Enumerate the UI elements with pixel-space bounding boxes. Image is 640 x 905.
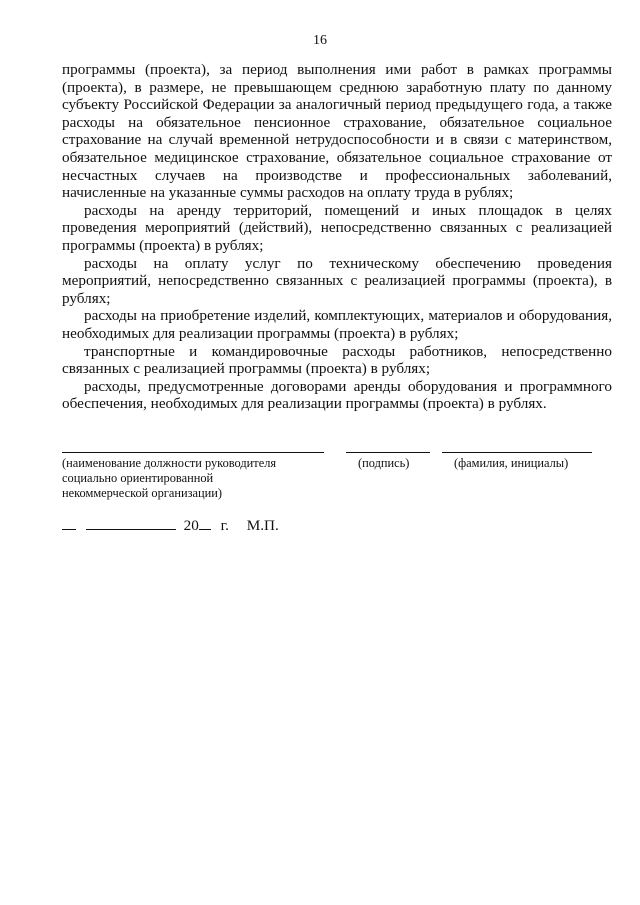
signature-caption: (подпись) xyxy=(358,456,410,470)
date-stamp-line xyxy=(62,517,279,535)
name-line xyxy=(442,452,592,453)
paragraph-technical-services: расходы на оплату услуг по техническому обеспечению проведения мероприятий, непосредственно связанных с реализацией программы (проекта), в рублях; xyxy=(62,254,612,307)
paragraph-equipment-purchase: расходы на приобретение изделий, комплектующих, материалов и оборудования, необходимых для реализации программы (проекта) в рублях; xyxy=(62,307,612,342)
month-blank xyxy=(86,528,176,530)
page-number: 16 xyxy=(313,33,327,48)
year-blank xyxy=(199,528,211,530)
document-body xyxy=(62,61,612,413)
position-caption-line2: социально ориентированной xyxy=(62,471,214,485)
paragraph-rent-costs: расходы на аренду территорий, помещений и иных площадок в целях проведения мероприятий (действий), непосредственно связанных с реализацией программы (проекта) в рублях; xyxy=(62,201,612,254)
paragraph-travel-costs: транспортные и командировочные расходы работников, непосредственно связанных с реализацией программы (проекта) в рублях; xyxy=(62,342,612,378)
position-line xyxy=(62,452,324,453)
signature-line xyxy=(346,452,430,453)
seal-label: М.П. xyxy=(246,517,279,534)
paragraph-labor-costs: программы (проекта), за период выполнения ими работ в рамках программы (проекта), в размере, не превышающем среднюю заработную плату по данному субъекту Российской Федерации за аналогичный период предыдущего года, а также расходы на обязательное пенсионное страхование, обязательное социальное страхование на случай временной нетрудоспособности и в связи с материнством, обязательное медицинское страхование, обязательное социальное страхование от несчастных случаев на производстве и профессиональных заболеваний, начисленные на указанные суммы расходов на оплату труда в рублях; xyxy=(62,61,612,202)
name-caption: (фамилия, инициалы) xyxy=(454,456,569,470)
position-caption-line1: (наименование должности руководителя xyxy=(62,456,277,470)
year-prefix: 20 xyxy=(183,517,199,534)
position-caption-line3: некоммерческой организации) xyxy=(62,486,223,500)
paragraph-lease-agreements: расходы, предусмотренные договорами аренды оборудования и программного обеспечения, необходимых для реализации программы (проекта) в рублях. xyxy=(62,377,612,413)
day-blank xyxy=(62,528,76,530)
signature-block xyxy=(62,452,612,512)
year-suffix: г. xyxy=(220,517,229,534)
